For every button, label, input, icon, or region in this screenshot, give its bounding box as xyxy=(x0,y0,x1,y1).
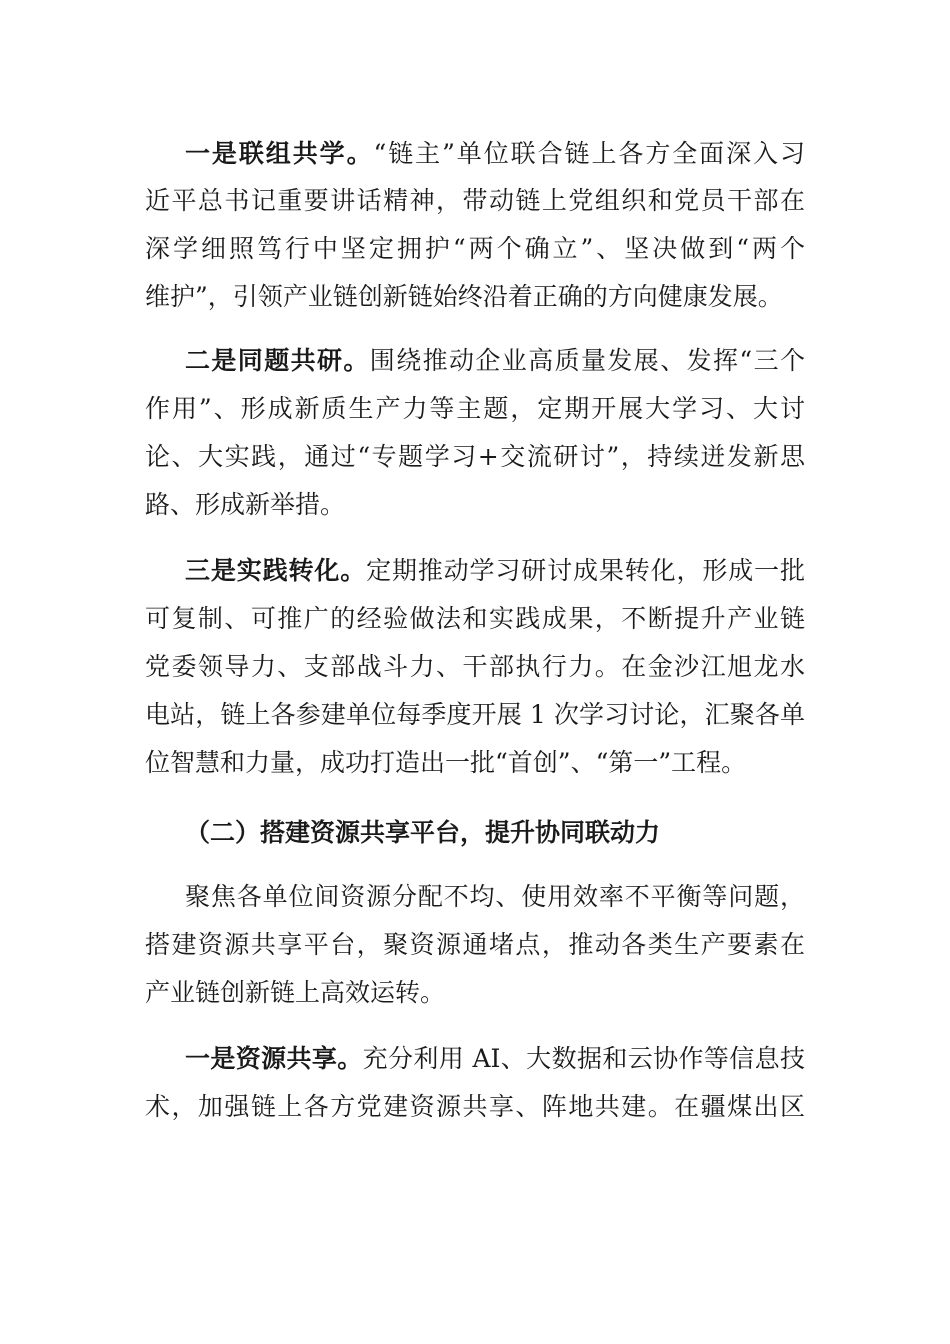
paragraph-3-line-4: 电站，链上各参建单位每季度开展 1 次学习讨论，汇聚各单 xyxy=(145,700,805,729)
paragraph-2-line-4: 路、形成新举措。 xyxy=(145,490,346,519)
paragraph-2-line-1 xyxy=(185,339,805,383)
paragraph-3-line-1 xyxy=(185,549,805,593)
paragraph-3-line-2: 可复制、可推广的经验做法和实践成果，不断提升产业链 xyxy=(145,604,805,633)
paragraph-1-line-3: 深学细照笃行中坚定拥护“两个确立”、坚决做到“两个 xyxy=(145,234,805,263)
paragraph-5-line-2: 搭建资源共享平台，聚资源通堵点，推动各类生产要素在 xyxy=(145,930,805,959)
paragraph-6-line-2: 术，加强链上各方党建资源共享、阵地共建。在疆煤出区 xyxy=(145,1092,805,1121)
paragraph-1-lead: 一是联组共学。 xyxy=(185,139,374,168)
paragraph-2-lead: 二是同题共研。 xyxy=(185,346,370,375)
paragraph-2-text: 围绕推动企业高质量发展、发挥“三个 xyxy=(369,346,805,375)
paragraph-6-line-1 xyxy=(185,1037,805,1081)
paragraph-1-text: “链主”单位联合链上各方全面深入习 xyxy=(373,139,805,168)
paragraph-3-lead: 三是实践转化。 xyxy=(185,556,367,585)
paragraph-1-line-1 xyxy=(185,132,805,176)
paragraph-3-line-3: 党委领导力、支部战斗力、干部执行力。在金沙江旭龙水 xyxy=(145,652,805,681)
paragraph-3-line-5: 位智慧和力量，成功打造出一批“首创”、“第一”工程。 xyxy=(145,748,747,777)
paragraph-5-line-3: 产业链创新链上高效运转。 xyxy=(145,978,446,1007)
section-heading: （二）搭建资源共享平台，提升协同联动力 xyxy=(185,818,661,847)
paragraph-3-text: 定期推动学习研讨成果转化，形成一批 xyxy=(366,556,805,585)
paragraph-5-line-1: 聚焦各单位间资源分配不均、使用效率不平衡等问题， xyxy=(185,882,805,911)
paragraph-1-line-4: 维护”，引领产业链创新链始终沿着正确的方向健康发展。 xyxy=(145,282,783,311)
paragraph-6-text: 充分利用 AI、大数据和云协作等信息技 xyxy=(362,1044,805,1073)
paragraph-2-line-2: 作用”、形成新质生产力等主题，定期开展大学习、大讨 xyxy=(145,394,805,423)
paragraph-2-line-3: 论、大实践，通过“专题学习+交流研讨”，持续迸发新思 xyxy=(145,442,805,471)
paragraph-6-lead: 一是资源共享。 xyxy=(185,1044,363,1073)
paragraph-1-line-2: 近平总书记重要讲话精神，带动链上党组织和党员干部在 xyxy=(145,186,805,215)
